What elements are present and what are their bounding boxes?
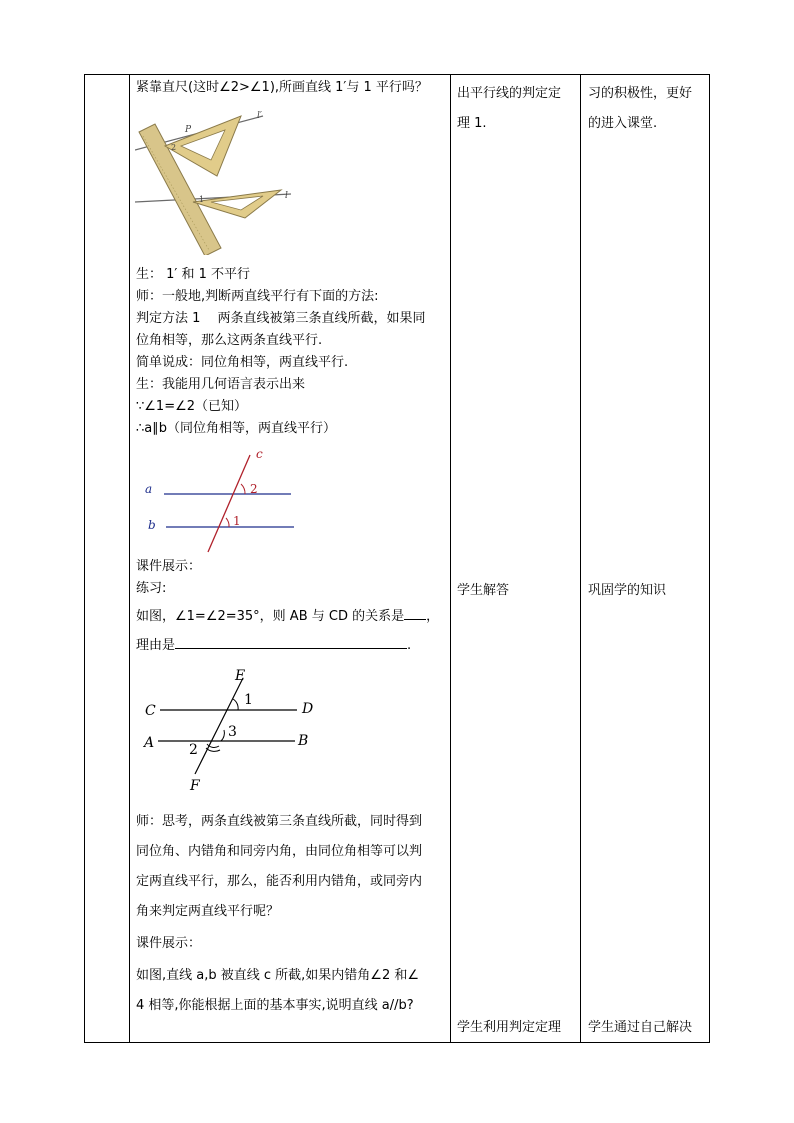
- teacher-text-1: 师：一般地,判断两直线平行有下面的方法:: [136, 289, 379, 304]
- col4-row2: 巩固学的知识: [588, 583, 667, 598]
- exercise-question: [136, 605, 439, 627]
- answer-blank-relation[interactable]: [404, 605, 426, 620]
- method-1-line-a: 判定方法 1 两条直线被第三条直线所截，如果同: [136, 311, 426, 326]
- label-l: l: [285, 191, 288, 201]
- proof-because: ∵∠1=∠2（已知）: [136, 399, 248, 414]
- label-angle-2-abc: 2: [250, 482, 258, 496]
- col4-row1-line-a: 习的积极性，更好: [588, 86, 693, 101]
- column-divider-1: [129, 74, 130, 1042]
- col3-row1-line-b: 理 1.: [457, 116, 487, 131]
- label-l-prime: l′: [257, 111, 262, 121]
- student-answer-2: 生：我能用几何语言表示出来: [136, 377, 306, 392]
- col3-row1-line-a: 出平行线的判定定: [457, 86, 562, 101]
- column-divider-2: [450, 74, 451, 1042]
- exercise-question-comma: ，: [426, 609, 440, 624]
- line-c: [208, 455, 250, 552]
- ruler-triangle-figure: [135, 110, 295, 255]
- table-left-border: [84, 74, 85, 1042]
- teacher-text-2-a: 师：思考，两条直线被第三条直线所截，同时得到: [136, 814, 423, 829]
- student-answer-1: 生： 1′ 和 1 不平行: [136, 267, 251, 282]
- exercise-reason: [136, 634, 411, 656]
- exercise-label: 练习:: [136, 581, 167, 596]
- label-angle-1-def: 1: [244, 692, 253, 708]
- courseware-label-2: 课件展示：: [136, 936, 202, 951]
- parallel-lines-figure-abcdef: [140, 664, 325, 794]
- label-c: c: [256, 447, 263, 461]
- table-right-border: [709, 74, 710, 1042]
- reason-period: .: [407, 638, 412, 653]
- teacher-text-2-b: 同位角、内错角和同旁内角，由同位角相等可以判: [136, 844, 423, 859]
- col4-row3: 学生通过自己解决: [588, 1020, 693, 1035]
- courseware-label-1: 课件展示：: [136, 559, 202, 574]
- column-divider-3: [580, 74, 581, 1042]
- teacher-text-2-c: 定两直线平行，那么，能否利用内错角，或同旁内: [136, 874, 423, 889]
- table-top-border: [84, 74, 710, 75]
- label-b-point: B: [298, 733, 309, 749]
- label-a: a: [145, 482, 153, 496]
- label-b: b: [148, 518, 156, 532]
- col3-row2: 学生解答: [457, 583, 510, 598]
- parallel-lines-figure-abc: [140, 445, 305, 555]
- question-2-line-b: 4 相等,你能根据上面的基本事实,说明直线 a//b?: [136, 998, 414, 1013]
- teacher-text-2-d: 角来判定两直线平行呢？: [136, 904, 280, 919]
- label-angle-1: 1: [199, 195, 205, 204]
- answer-blank-reason[interactable]: [175, 634, 407, 649]
- table-bottom-border: [84, 1042, 710, 1043]
- label-f: F: [190, 778, 200, 794]
- simple-statement: 简单说成：同位角相等，两直线平行.: [136, 355, 349, 370]
- label-angle-2-def: 2: [189, 742, 198, 758]
- col4-row1-line-b: 的进入课堂.: [588, 116, 658, 131]
- label-angle-3-def: 3: [228, 724, 237, 740]
- method-1-line-b: 位角相等，那么这两条直线平行.: [136, 333, 323, 348]
- label-c-point: C: [145, 703, 156, 719]
- col3-row3: 学生利用判定定理: [457, 1020, 562, 1035]
- label-e: E: [235, 668, 246, 684]
- label-angle-1-abc: 1: [233, 514, 241, 528]
- proof-therefore: ∴a∥b（同位角相等，两直线平行）: [136, 421, 336, 436]
- exercise-question-text: 如图，∠1=∠2=35°，则 AB 与 CD 的关系是: [136, 609, 405, 624]
- label-d: D: [302, 701, 314, 717]
- question-2-line-a: 如图,直线 a,b 被直线 c 所截,如果内错角∠2 和∠: [136, 968, 420, 983]
- label-angle-2: 2: [171, 143, 177, 152]
- label-p: P: [185, 125, 192, 135]
- reason-label: 理由是: [136, 638, 176, 653]
- label-a-point: A: [144, 735, 155, 751]
- ruler-question: 紧靠直尺(这时∠2>∠1),所画直线 1′与 1 平行吗？: [136, 80, 428, 95]
